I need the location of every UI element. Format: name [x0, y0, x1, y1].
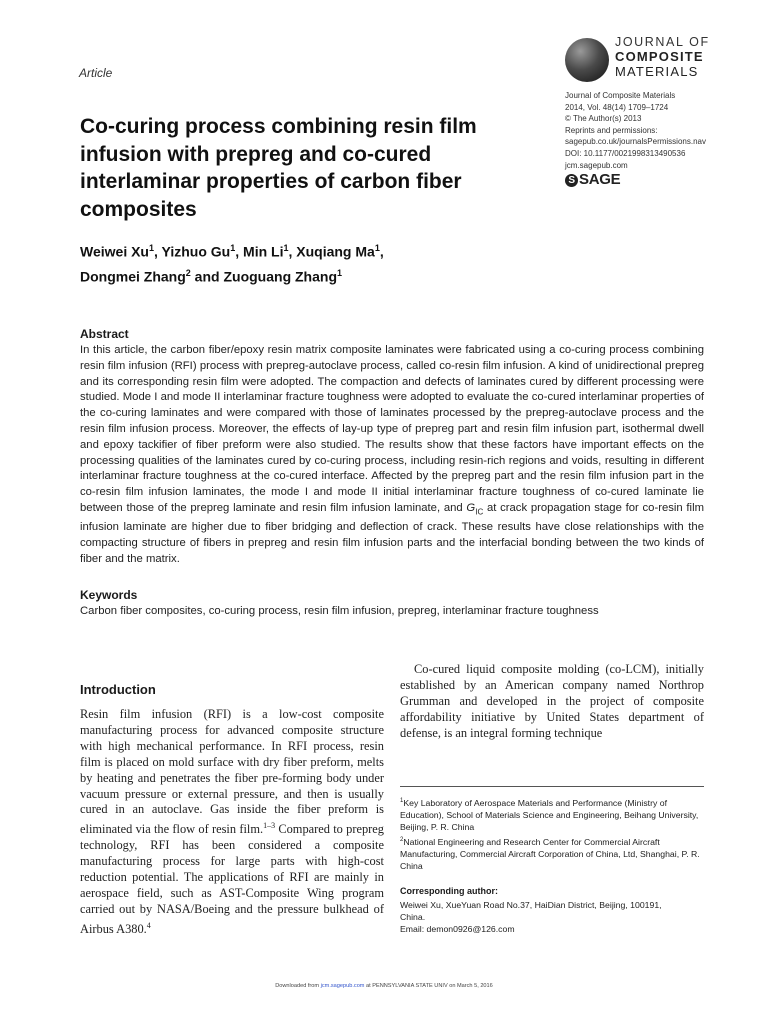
affiliation-number: 2	[400, 836, 404, 843]
journal-logo-line2: COMPOSITE	[615, 49, 704, 64]
footer-link[interactable]: jcm.sagepub.com	[320, 983, 365, 989]
introduction-paragraph	[80, 707, 384, 938]
abstract-text-part: at crack propagation stage for co-resin film infusion laminate are higher due to fiber bridging and deflection of crack. These results have close relationships with the compacting structure of fibers in prepreg and resin film infusion parts and the interfacial bonding between the two kinds of fiber and the matrix.	[80, 501, 704, 565]
author-separator: ,	[379, 243, 384, 260]
corresponding-email[interactable]: Email: demon0926@126.com	[400, 924, 515, 935]
publisher-logo	[565, 171, 620, 188]
keywords-heading: Keywords	[80, 588, 138, 602]
doi[interactable]: DOI: 10.1177/0021998313490536	[565, 148, 686, 158]
author-affiliation-marker: 2	[185, 267, 191, 278]
gic-main: G	[466, 501, 476, 514]
author-affiliation-marker: 1	[374, 243, 380, 253]
gic-symbol	[466, 501, 484, 517]
footer-prefix: Downloaded from	[275, 983, 321, 989]
gic-subscript: IC	[475, 507, 484, 517]
author-name: Xuqiang Ma	[296, 243, 375, 260]
publisher-name: SAGE	[579, 171, 621, 188]
author-separator: ,	[288, 243, 297, 260]
corresponding-country: China.	[400, 912, 426, 923]
author-line-1	[80, 238, 640, 263]
journal-logo-line1: JOURNAL OF	[615, 35, 710, 49]
column2-paragraph: Co-cured liquid composite molding (co-LCM), initially established by an American company named Northrop Grumman and developed in the project of composite affordability initiative by United States department of defense, is an integral forming technique	[400, 662, 704, 740]
intro-text-part: Resin film infusion (RFI) is a low-cost composite manufacturing process for advanced composite structure with high mechanical performance. In RFI process, resin film is placed on mold surface with dry fiber preform, melts by heating and penetrates the fiber pre-forming body under vacuum pressure or external pressure, and then is usually cured in an autoclave. Gas inside the fiber preform is eliminated via the flow of resin film.	[80, 707, 384, 837]
author-name: Yizhuo Gu	[161, 243, 231, 260]
affiliation-text: National Engineering and Research Center for Commercial Aircraft Manufacturing, Commercial Aircraft Corporation of China, Ltd, Shanghai, P. R. China	[400, 836, 700, 871]
author-name: Weiwei Xu	[80, 243, 149, 260]
author-name: Min Li	[243, 243, 284, 260]
footnote-divider	[400, 786, 704, 787]
abstract-heading: Abstract	[80, 327, 129, 341]
affiliation-footnote	[400, 834, 710, 873]
intro-text-part: Compared to prepreg technology, RFI has been considered a composite manufacturing process for large parts with high-cost reduction potential. The applications of RFI are mainly in aerospace field, such as AST-Composite Wing program carried out by NASA/Boeing and the pressure bulkhead of Airbus A380.	[80, 822, 384, 937]
corresponding-author-heading: Corresponding author:	[400, 886, 498, 896]
affiliation-text: Key Laboratory of Aerospace Materials and Performance (Ministry of Education), School of Materials Science and Engineering, Beihang University, Beijing, P. R. China	[400, 797, 699, 833]
keywords-text: Carbon fiber composites, co-curing process, resin film infusion, prepreg, interlaminar fracture toughness	[80, 605, 599, 617]
corresponding-address: Weiwei Xu, XueYuan Road No.37, HaiDian District, Beijing, 100191,	[400, 900, 662, 910]
abstract-text	[80, 343, 704, 567]
journal-name: Journal of Composite Materials	[565, 91, 676, 100]
citation-ref[interactable]: 4	[146, 920, 151, 930]
copyright-notice: © The Author(s) 2013	[565, 114, 642, 124]
journal-logo	[565, 34, 715, 84]
introduction-heading: Introduction	[80, 682, 156, 697]
author-name: Zuoguang Zhang	[223, 268, 337, 285]
sage-emblem-icon: S	[565, 174, 578, 187]
author-affiliation-marker: 1	[337, 267, 343, 278]
article-type-label: Article	[79, 66, 113, 80]
author-separator: and	[190, 268, 224, 285]
author-list	[80, 238, 640, 287]
download-footer	[0, 983, 768, 989]
permissions-link[interactable]: sagepub.co.uk/journalsPermissions.nav	[565, 137, 706, 147]
footer-suffix: at PENNSYLVANIA STATE UNIV on March 5, 2016	[364, 983, 493, 989]
journal-url[interactable]: jcm.sagepub.com	[565, 160, 628, 170]
affiliation-footnote	[400, 795, 710, 834]
affiliation-footnotes	[400, 795, 710, 872]
author-affiliation-marker: 1	[283, 243, 289, 253]
author-line-2	[80, 263, 640, 288]
journal-metadata	[565, 90, 755, 171]
citation-ref[interactable]: 1–3	[263, 821, 276, 831]
journal-logo-line3: MATERIALS	[615, 64, 699, 79]
reprints-label: Reprints and permissions:	[565, 125, 658, 135]
abstract-text-part: In this article, the carbon fiber/epoxy resin matrix composite laminates were fabricated using a co-curing process combining resin film infusion (RFI) process with prepreg-autoclave process, called co-resin film infusion. A kind of unidirectional prepreg and its corresponding resin film were adopted. The compaction and defects of laminates cured by different processing were studied. Mode I and mode II interlaminar fracture toughness were adopted to evaluate the co-cured interlaminar properties of the co-curing laminates and were compared with those of laminates processed by the prepreg-autoclave process and the resin film infusion process. Moreover, the effects of lay-up type of prepreg part and resin film infusion part, isothermal dwell and epoxy tackifier of fiber preform were also studied. The results show that these factors have important effects on the processing qualities of the laminates cured by co-curing process, including resin-rich regions and voids, resulting in different interlaminar fracture toughness at the co-cured interface. Affected by the prepreg part and the resin film infusion part in the co-resin film infusion laminates, the mode I and mode II initial interlaminar fracture toughness of co-cured laminate lie between those of the prepreg laminate and resin film infusion laminate, and	[80, 344, 704, 514]
author-separator: ,	[235, 243, 244, 260]
journal-volume: 2014, Vol. 48(14) 1709–1724	[565, 102, 669, 112]
author-name: Dongmei Zhang	[80, 268, 186, 285]
author-separator: ,	[154, 243, 162, 260]
author-affiliation-marker: 1	[148, 243, 154, 253]
paper-title: Co-curing process combining resin film infusion with prepreg and co-cured interlaminar properties of carbon fiber composites	[80, 115, 477, 221]
author-affiliation-marker: 1	[230, 243, 236, 253]
affiliation-number: 1	[400, 798, 404, 804]
corresponding-author-details	[400, 899, 710, 936]
journal-logo-emblem-icon	[565, 38, 609, 82]
